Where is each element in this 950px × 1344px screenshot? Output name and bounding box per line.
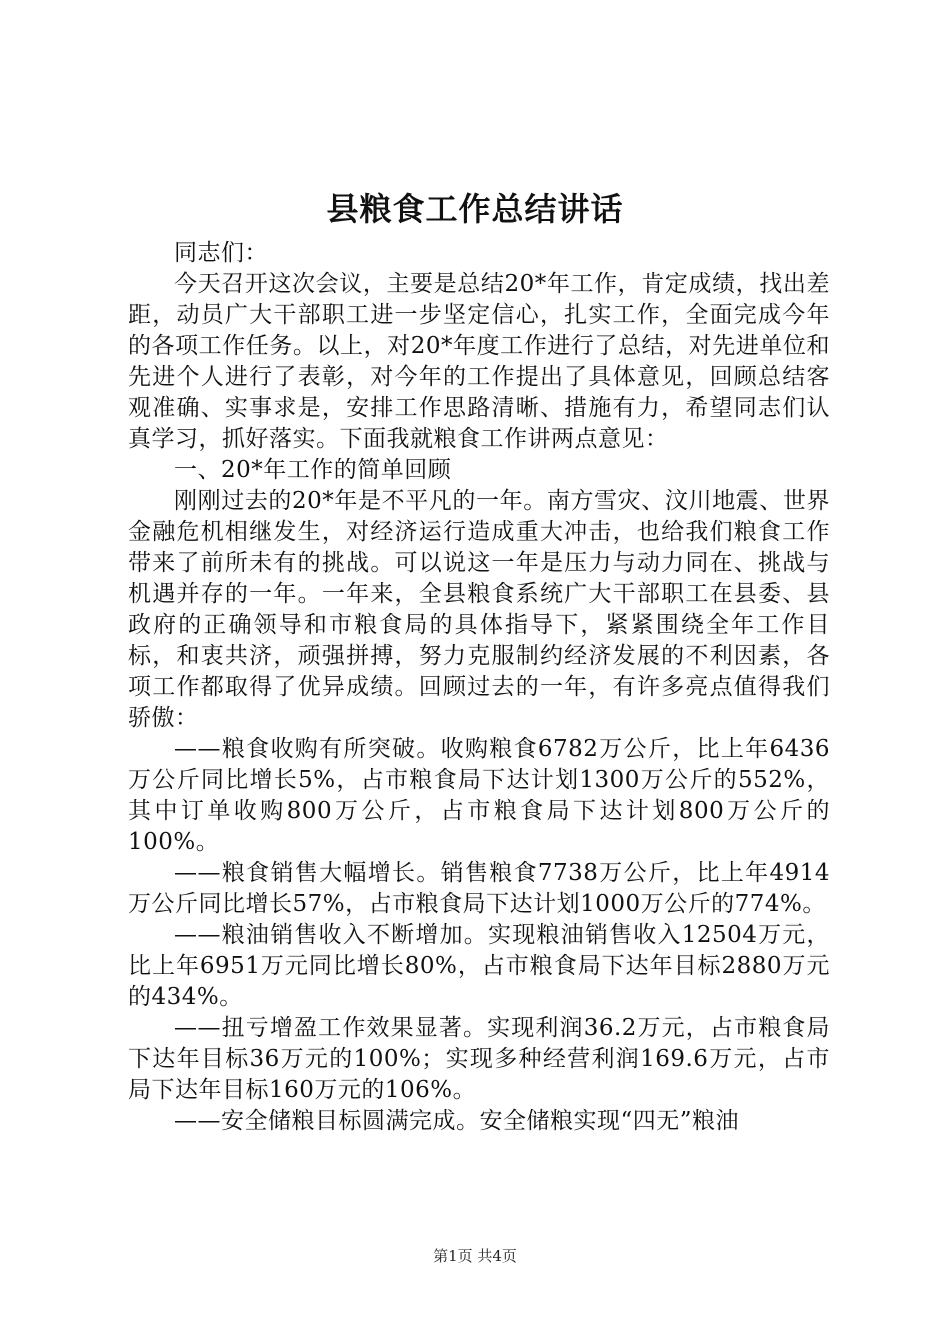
oil-revenue-paragraph: ——粮油销售收入不断增加。实现粮油销售收入12504万元，比上年6951万元同比增长80%，占市粮食局下达年目标2880万元的434%。 (128, 922, 830, 1010)
section-heading: 一、20*年工作的简单回顾 (174, 457, 452, 483)
grain-purchase-paragraph: ——粮食收购有所突破。收购粮食6782万公斤，比上年6436万公斤同比增长5%，占市粮食局下达计划1300万公斤的552%，其中订单收购800万公斤，占市粮食局下达计划800万公斤的100%。 (128, 736, 830, 855)
document-body (128, 238, 830, 1137)
grain-sales-paragraph: ——粮食销售大幅增长。销售粮食7738万公斤，比上年4914万公斤同比增长57%，占市粮食局下达计划1000万公斤的774%。 (128, 860, 830, 917)
salutation: 同志们： (174, 240, 268, 266)
document-title: 县粮食工作总结讲话 (326, 190, 624, 228)
review-paragraph: 刚刚过去的20*年是不平凡的一年。南方雪灾、汶川地震、世界金融危机相继发生，对经济运行造成重大冲击，也给我们粮食工作带来了前所未有的挑战。可以说这一年是压力与动力同在、挑战与机遇并存的一年。一年来，全县粮食系统广大干部职工在县委、县政府的正确领导和市粮食局的具体指导下，紧紧围绕全年工作目标，和衷共济，顽强拼搏，努力克服制约经济发展的不利因素，各项工作都取得了优异成绩。回顾过去的一年，有许多亮点值得我们骄傲： (128, 488, 830, 731)
storage-paragraph: ——安全储粮目标圆满完成。安全储粮实现“四无”粮油 (174, 1108, 740, 1134)
profit-paragraph: ——扭亏增盈工作效果显著。实现利润36.2万元，占市粮食局下达年目标36万元的100%；实现多种经营利润169.6万元，占市局下达年目标160万元的106%。 (128, 1015, 830, 1103)
page-number-footer: 第1页 共4页 (433, 1247, 517, 1265)
intro-paragraph: 今天召开这次会议，主要是总结20*年工作，肯定成绩，找出差距，动员广大干部职工进一步坚定信心，扎实工作，全面完成今年的各项工作任务。以上，对20*年度工作进行了总结，对先进单位和先进个人进行了表彰，对今年的工作提出了具体意见，回顾总结客观准确、实事求是，安排工作思路清晰、措施有力，希望同志们认真学习，抓好落实。下面我就粮食工作讲两点意见： (128, 271, 830, 452)
